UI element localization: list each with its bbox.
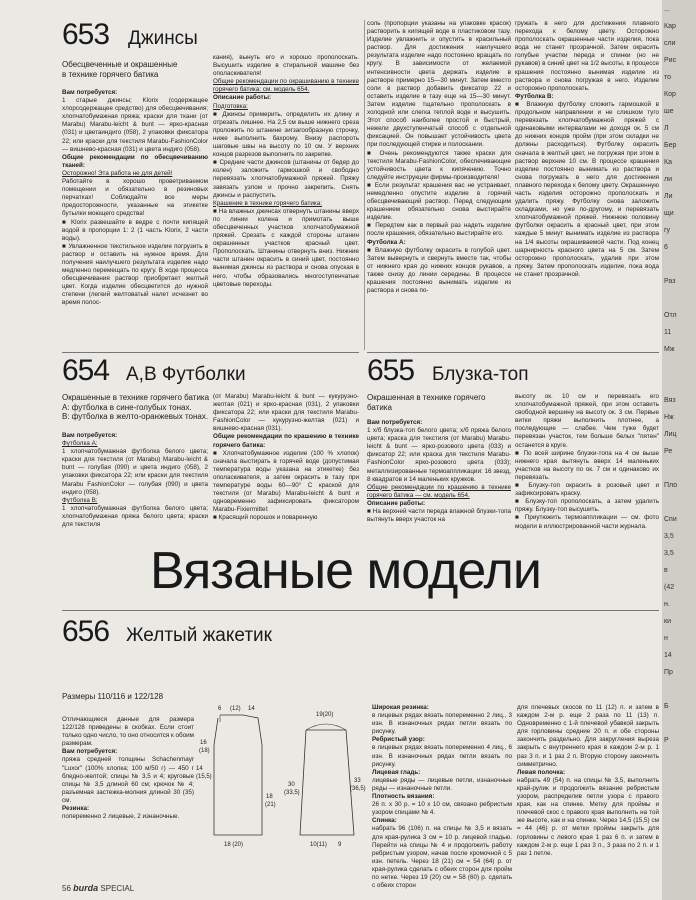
edge-text: Лиц	[664, 431, 677, 438]
section-656-col1	[62, 716, 194, 876]
page-number: 56	[62, 884, 71, 893]
paragraph: набрать 96 (106) п. на спицы № 3,5 и вязать для края-рулика 3 см = 10 р. лицевой гладью. Перейти на спицы № 4 и продолжить работу ребристым узором, начав после кромочной с 5 изн. петель. Через 18 (21) см = 54 (64) р. от края-рулика сделать с обеих сторон для пройм по нетке. Через 19 (20) см = 58 (60) р. сделать с обеих сторон	[372, 825, 512, 890]
edge-text: 14	[664, 652, 672, 659]
dim-text: (33,5)	[284, 790, 300, 796]
edge-text: то	[664, 74, 672, 81]
paragraph: 1 хлопчатобумажная футболка белого цвета; хлопчатобумажная пряжа белого цвета; краски для текстиля	[62, 504, 208, 529]
section-divider	[62, 352, 359, 353]
edge-text: Пло	[664, 482, 678, 489]
paragraph: Резинка:	[62, 805, 90, 813]
paragraph: Футболка А:	[62, 440, 98, 448]
paragraph: Крашение в технике горячего батика:	[213, 199, 323, 207]
section-653-number: 653	[62, 18, 110, 51]
dim-text: 18	[266, 794, 273, 800]
paragraph: кания), вынуть его и хорошо прополоскать. Высушить изделие в стиральной машине без ополаскивателя!	[213, 54, 359, 78]
paragraph: Вам потребуется:	[62, 89, 118, 96]
section-656-title: Желтый жакетик	[126, 625, 272, 646]
paragraph: ■ Влажную футболку сложить гармошкой в продольном направлении и не слишком туго перевязать хлопчатобумажной пряжей с одинаковыми интервалами не доходя ок. 5 см до нижних концов пройм (при этом складки не должны расходиться). Футболку окрасить сначала в желтый цвет, не погружая при этом в раствор верхние 10 см. В процессе крашения изделие постоянно вынимать из раствора и снова погружать в него для достижения плавного перехода к белому цвету. Окрашенную часть изделия осторожно прополоскать и удалить пряжу. Футболку снова заложить складками, но уже по-другому, и перевязать хлопчатобумажной пряжей. Нижнюю половину футболки окрасить в красный цвет, при этом каждые 5 минут вынимать изделие из раствора на 1/4 высоты окрашиваемой части. Под конец шарнирность красного цвета на 5 см. Затем осторожно прополоскать, удалив при этом пряжу. Затем прополоскать изделие, пока вода не станет прозрачной.	[515, 100, 659, 278]
section-654-number: 654	[62, 354, 110, 387]
edge-text: щи	[664, 210, 674, 217]
paragraph: в лицевых рядах вязать попеременно 4 лиц., 6 изн. В изнаночных рядах петли вязать по рисунку.	[372, 744, 512, 768]
brand-logo: burda	[73, 883, 99, 893]
paragraph: ■ Блузку-топ прополоскать, а затем удалить пряжу. Блузку-топ высушить.	[515, 498, 659, 514]
paragraph: Спинка:	[372, 817, 397, 825]
paragraph: Описание работы:	[213, 94, 272, 102]
section-655-title: Блузка-топ	[432, 364, 529, 385]
edge-text: Л	[664, 125, 669, 132]
paragraph: 1 старые джинсы; Klorix (содержащее хлорсодержащее средство) для обесцвечивания; хлопчатобумажная пряжа; краски для ткани (от Marabu) Marabu-leicht & bunt — ярко-красная (031) и цветаиндиго (058), 2 упаковки фиксатора 22; или краски для текстиля Marabu-FashionColor — вишнево-красная (031) и цвета индиго (058).	[62, 97, 208, 153]
paragraph: соль (пропорции указаны на упаковке красок) растворить в кипящей воде в пластиковом тазу. Изделие увлажнить и опустить в красильный раствор. Для достижения наилучшего результата изделие надо постоянно вращать по кругу. В зависимости от желаемой интенсивности цвета держать изделие в растворе примерно 15—30 минут. Затем вместо соли в раствор добавить фиксатор 22 и оставить изделие в тазу еще на 15—30 минут. Затем изделие тщательно прополоскать в холодной или слегка теплой воде и высушить. Этот способ наиболее простой и быстрый, нежели двухступенчатый способ с отдельной фиксацией. Он повышает устойчивость цвета при последующей стирке и полоскании.	[367, 20, 511, 149]
section-655-subtitle: Окрашенная в технике горячего батика	[367, 393, 486, 412]
edge-text: в	[664, 567, 668, 574]
paragraph: Общие рекомендации по крашению в технике горячего батика — см. модель 654.	[367, 483, 511, 499]
footer-special: SPECIAL	[100, 884, 135, 893]
section-656-col3	[517, 704, 659, 876]
edge-text: Кар	[664, 23, 676, 30]
section-653-title: Джинсы	[128, 28, 198, 49]
section-656-col2	[372, 704, 512, 890]
paragraph: Общие рекомендации по окрашиванию в технике горячего батика: см. модель 654.	[213, 78, 359, 94]
paragraph: пряжа средней толщины Schachenmayr "Luxor" (100% хлопка; 100 м/50 г) — 450 г бледно-желтой; спицы № 3,5 и 4; круговые спицы № 3,5 длиной 60 см; крючок № 4; разъемная застежка-молния длиной 30 (35) см.	[62, 756, 194, 804]
section-655-col2	[515, 393, 659, 540]
section-divider	[367, 352, 659, 353]
section-divider	[62, 610, 659, 611]
paragraph: ■ Хлопчатобумажное изделие (100 % хлопок) сначала выстирать в горячей воде (допустимая температура воды указана на этикетке) без ополаскивателя, а затем окрасить в тазу при температуре воды 60—90° С краской для текстиля (от Marabu) Marabu-leicht & bunt и одновременно зафиксировать фиксатором Marabu-Fixiermittel:	[213, 449, 359, 514]
section-654-subtitle: Окрашенные в технике горячего батика А: футболка в сине-голубых тонах. В: футболка в желто-оранжевых тонах.	[62, 393, 210, 421]
dim-text: 19(20)	[316, 712, 334, 718]
section-653-col3	[367, 20, 511, 350]
paragraph: ■ Приутюжить термоаппликации — см. фото модели в иллюстрированной части журнала.	[515, 514, 659, 530]
paragraph: ■ Красящий порошок и поваренную	[213, 514, 318, 522]
section-654-col1	[62, 432, 208, 540]
section-653-col1	[62, 89, 208, 344]
sleeve-cap	[306, 724, 346, 730]
paragraph: ■ Блузку-топ окрасить в розовый цвет и зафиксировать краску.	[515, 482, 659, 498]
paragraph: Описание работы:	[367, 499, 426, 507]
section-655-col1	[367, 419, 511, 540]
pattern-diagram	[198, 700, 368, 850]
edge-text: Кор	[664, 91, 676, 98]
paragraph: 1 хлопчатобумажная футболка белого цвета; краски для текстиля (от Marabu) Marabu-leicht & bunt — голубая (090) и цвета индиго (058), 2 упаковки фиксатора 22; или краски для текстиля Marabu FashionColor — голубая (090) и цвета индиго (058).	[62, 448, 208, 496]
paragraph: ■ Влажную футболку окрасить в голубой цвет. Затем вывернуть и свернуть вместе так, чтобы от нижнего края до нижних концов рукавов, а также снизу до линии середины. В процессе крашения постоянно вынимать изделие из раствора и снова по-	[367, 246, 511, 295]
paragraph: ■ Средние части джинсов (штанины от бедер до колен) заложить гармошкой и свободно перевязать хлопчатобумажной пряжей. Пряжу завязать узлом и прочно закрепить. Снять джинсы и распустить.	[213, 159, 359, 199]
paragraph: Левая полочка:	[517, 768, 566, 776]
edge-text: гу	[664, 227, 671, 234]
edge-text: Спи	[664, 516, 677, 523]
paragraph: Вам потребуется:	[62, 748, 118, 756]
paragraph: ■ Klorix развешайте в ведре с почти кипящей водой в пропорции 1: 2 (1 часть Klorix, 2 части воды).	[62, 218, 208, 242]
edge-text: Мж	[664, 346, 675, 353]
paragraph: ■ По всей ширине блузки-топа на 4 см выше нижнего края вытянуть вверх 14 маленьких участков на высоту по ок. 7 см и одинаково их перевязать.	[515, 449, 659, 481]
paragraph: Общие рекомендации по обесцвечиванию тканей:	[62, 153, 208, 169]
paragraph: лицевые ряды — лицевые петли, изнаночные ряды — изнаночные петли.	[372, 776, 512, 792]
column-divider	[364, 20, 365, 350]
edge-text: ше	[664, 108, 674, 115]
paragraph: Футболка В:	[62, 496, 98, 504]
section-654-col2	[213, 393, 359, 540]
dim-text: (18)	[199, 748, 210, 754]
paragraph: для плечевых скосов по 11 (12) п. и затем в каждом 2-м р. еще 2 раза по 11 (13) п. Одновременно с 1-й плечевой убавкой закрыть для горловины средние 20 п. и обе стороны закончить раздельно. Для закругления выреза закрыть с внутреннего края в каждом 2-м р. 1 раз 3 п. и 1 раз 2 п. Вторую сторону закончить симметрично.	[517, 704, 659, 768]
sleeve-outline	[300, 730, 354, 835]
paragraph: Работайте в хорошо проветриваемом помещении и обязательно в резиновых перчатках! Соблюдайте все меры предосторожности, указанные на этикетке бутылки моющего средства!	[62, 178, 208, 218]
dim-text: (15,5)	[196, 774, 212, 780]
dim-text: (12)	[230, 706, 241, 712]
section-655-number: 655	[367, 354, 415, 387]
edge-text: Р	[664, 737, 669, 744]
dim-text: 33	[354, 778, 361, 784]
paragraph: Вам потребуется:	[62, 432, 118, 439]
paragraph: ■ На влажных джинсах отвернуть штанины вверх по линии колена и примотать выше обесцвеченных участков хлопчатобумажной пряжей. Срезать с каждой стороны штанин окрашенных участков красный цвет. Прополоскать. Штанины отвернуть вниз. Нижние части штанин окрасить в синий цвет, постоянно вынимая джинсы из раствора и снова опуская в него, чтобы образовались многоступенчатые цветовые переходы.	[213, 207, 359, 288]
section-654-title: А,В Футболки	[126, 364, 246, 385]
paragraph: Ребристый узор:	[372, 736, 425, 744]
section-heading: Вязаные модели	[150, 542, 541, 600]
dim-text: 18 (20)	[224, 842, 244, 848]
paragraph: Общие рекомендации по крашению в технике горячего батика:	[213, 433, 359, 449]
paragraph: Футболка А:	[367, 238, 406, 246]
edge-text: Пр	[664, 669, 673, 676]
paragraph: Лицевая гладь:	[372, 768, 421, 776]
edge-text: 11	[664, 329, 672, 336]
paragraph: ■ На верхней части переда влажной блузки-топа вытянуть вверх участок на	[367, 508, 511, 524]
edge-text: Рис	[664, 57, 677, 64]
paragraph: набрать 49 (54) п. на спицы № 3,5, выполнить край-рулик и продолжить вязание ребристым узором, распределив петли узора с правого края, как на спинке. Метку для проймы и плечевой скос с правого края выполнить на той же высоте, как и на спинке. Через 14,5 (15,5) см = 44 (46) р. от метки проймы закрыть для горловины с левого края 1 раз 6 п. и затем в каждом 2-м р. еще 1 раз 3 п., 3 раза по 2 п. и 1 раз 1 петле.	[517, 776, 659, 857]
edge-text: Вяз	[664, 397, 676, 404]
dim-text: 6	[218, 706, 222, 712]
section-656-sizes: Размеры 110/116 и 122/128	[62, 692, 164, 701]
paragraph: 26 п. х 30 р. = 10 х 10 см, связано ребристым узором спицами № 4.	[372, 801, 512, 817]
dim-text: 10(11)	[310, 842, 327, 848]
edge-text: Б	[664, 703, 669, 710]
edge-text: Нж	[664, 414, 674, 421]
paragraph: ■ Джинсы примерить, определить их длину и отрезать лишнее. На 2,5 см выше нижнего среза проложить по штанине зигзагообразную строчку, ниже выполнить бахрому. Внизу распороть шаговые швы на высоту по 10 см. У верхних концов разрезов выполнить по закрепке.	[213, 110, 359, 159]
edge-text: Ре	[664, 448, 673, 455]
paragraph: Осторожно! Эта работа не для детей!	[62, 169, 173, 177]
paragraph: ■ Очень рекомендуются также краски для текстиля Marabu-FashionColor, обеспечивающие устойчивость цвета к кипячению. Точно следуйте инструкции фирмы-производителя!	[367, 149, 511, 181]
dim-text: 16	[200, 740, 207, 746]
edge-text: 6	[664, 244, 668, 251]
section-653-col2	[213, 54, 359, 344]
dim-text: 30	[288, 782, 295, 788]
section-653-col4	[515, 20, 659, 350]
edge-text: Раз	[664, 278, 676, 285]
section-653-subtitle: Обесцвеченные и окрашенные в технике горячего батика	[62, 60, 178, 79]
paragraph: высоту ок. 10 см и перевязать его хлопчатобумажной пряжей, при этом оставить свободной вершину на высоту ок. 3 см. Первые витки пряжи выполнить плотнее, а последующие — слабее. Чем туже будет перевязан участок, тем больше белых "пятен" останется в круге.	[515, 393, 659, 449]
adjacent-page-edge	[662, 0, 696, 900]
paragraph: Вам потребуется:	[367, 419, 423, 426]
paragraph: гружать в него для достижения плавного перехода к белому цвету. Осторожно прополоскать окрашенные части изделия, пока вода не станет прозрачной. Затем окрасить голубые участки переда и спинки (но не рукавов) в синий цвет на 1/2 высоты, в процессе крашения постоянно вынимая изделие из раствора и снова погружая в него. Изделие осторожно прополоскать.	[515, 20, 659, 92]
paragraph: Футболка В:	[515, 92, 554, 100]
back-outline	[214, 715, 262, 835]
edge-text: ...	[664, 6, 670, 13]
edge-text: 3,5	[664, 550, 674, 557]
dim-text: (36,5)	[350, 786, 366, 792]
edge-text: Бер	[664, 142, 677, 149]
edge-text: Ка	[664, 159, 672, 166]
edge-text: Ли	[664, 193, 673, 200]
edge-text: ли	[664, 176, 672, 183]
edge-text: н.	[664, 601, 670, 608]
section-656-number: 656	[62, 615, 110, 648]
paragraph: ■ Передтем как в первый раз надеть изделие после крашения, обязательно выстирайте его.	[367, 222, 511, 238]
paragraph: Подготовка:	[213, 102, 248, 110]
paragraph: в лицевых рядах вязать попеременно 2 лиц., 3 изн. В изнаночных рядах петли вязать по рисунку.	[372, 712, 512, 736]
edge-text: сли	[664, 40, 676, 47]
dim-text: 14	[196, 766, 203, 772]
paragraph: ■ Если результат крашения вас не устраивает, немедленно опустите изделие в горячий обесцвечивающий раствор. Перед следующим крашением обязательно снова выстирайте изделие.	[367, 181, 511, 222]
dim-text: (21)	[265, 802, 276, 808]
paragraph: Отличающиеся данные для размера 122/128 приведены в скобках. Если стоит только одно число, то оно относится к обоим размерам.	[62, 716, 194, 748]
edge-text: н	[664, 635, 668, 642]
paragraph: ■ Увлажненное текстильное изделие погрузить в раствор и оставить на нужное время. Для получения наилучшего результата изделие надо медленно перемещать по кругу. В ходе процесса обесцвечивания раствор приобретает желтый цвет. Когда изделие обесцветится до нужной степени (легкий желтоватый налет исчезнет во время полос-	[62, 242, 208, 307]
dim-text: 14	[248, 706, 255, 712]
paragraph: (от Marabu) Marabu-leicht & bunt — кукурузно-желтая (021) и ярко-красная (031), 2 упаковки фиксатора 22; или краски для текстиля Marabu-FashionColor — кукурузно-желтая (021) и вишнево-красная (031).	[213, 393, 359, 433]
paragraph: попеременно 2 лицевые, 2 изнаночные.	[62, 813, 180, 821]
edge-text: ки	[664, 618, 671, 625]
paragraph: Широкая резинка:	[372, 704, 429, 711]
edge-text: 3,5	[664, 533, 674, 540]
paragraph: 1 х/б блузка-топ белого цвета; х/б пряжа белого цвета; краска для текстиля (от Marabu) Marabu-leicht & bunt — ярко-розового цвета (033) и фиксатор 22; или краска для текстиля Marabu-FashionColor ярко-розового цвета (033); металлизированные термоаппликации: 16 звезд, 8 квадратов и 14 маленьких кружков.	[367, 427, 511, 483]
page-footer	[62, 883, 134, 893]
edge-text: (42	[664, 584, 675, 591]
dim-text: 9	[338, 842, 342, 848]
paragraph: Плотность вязания:	[372, 793, 435, 801]
edge-text: Отл	[664, 312, 677, 319]
